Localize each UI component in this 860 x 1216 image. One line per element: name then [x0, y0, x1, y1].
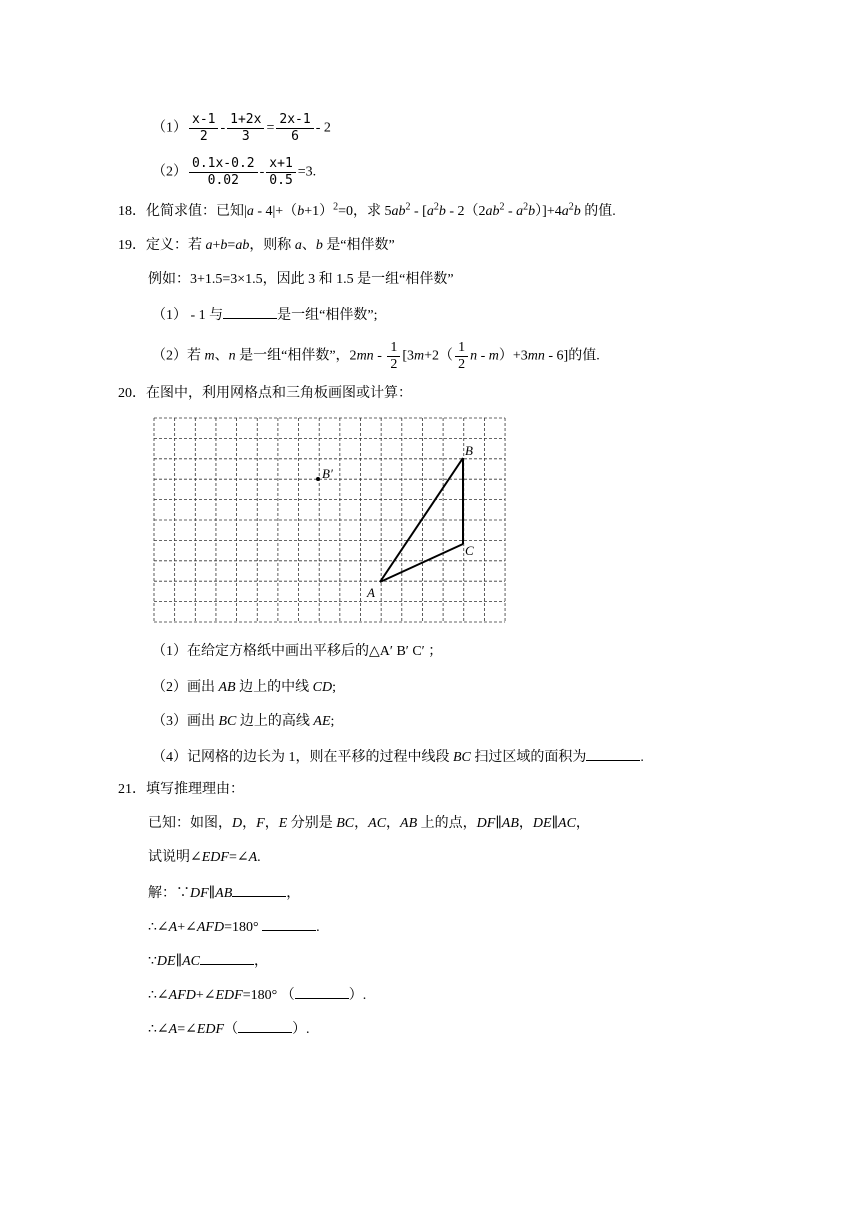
label-b: B	[465, 443, 473, 458]
answer-blank[interactable]	[223, 304, 277, 319]
label-b-prime: B′	[322, 466, 333, 481]
fraction: $\frac{1}{2}$	[455, 340, 468, 373]
q21-title: 21．填写推理理由：	[118, 782, 244, 797]
point-b-prime	[316, 477, 320, 481]
fraction: $\frac{1+2x}{3}$	[227, 112, 264, 145]
answer-blank[interactable]	[295, 984, 349, 999]
q21-to-show: 试说明∠EDF=∠A.	[148, 850, 261, 865]
q17-part1: （1） $\frac{x-1}{2}$ - $\frac{1+2x}{3}$ = $\frac{2x-1}{6}$ - 2	[152, 112, 331, 144]
q19-part2: （2）若 m、n 是一组“相伴数”，2mn - $\frac{1}{2}$ [3m+2（ $\frac{1}{2}$ n - m）+3mn - 6]的值.	[152, 340, 600, 372]
answer-blank[interactable]	[262, 916, 316, 931]
q19-definition: 19．定义：若 a+b=ab，则称 a、b 是“相伴数”	[118, 238, 395, 253]
q20-title: 20．在图中，利用网格点和三角板画图或计算：	[118, 386, 412, 401]
q20-part4: （4）记网格的边长为 1，则在平移的过程中线段 BC 扫过区域的面积为 .	[152, 746, 644, 768]
fraction: $\frac{x-1}{2}$	[189, 112, 218, 145]
fraction: $\frac{1}{2}$	[387, 340, 400, 373]
q20-part2: （2）画出 AB 边上的中线 CD;	[152, 680, 336, 695]
q20-part3: （3）画出 BC 边上的高线 AE;	[152, 714, 335, 729]
grid-figure	[150, 414, 510, 628]
answer-blank[interactable]	[586, 746, 640, 761]
q19-part1: （1） - 1 与 是一组“相伴数”;	[152, 304, 378, 326]
q21-given: 已知：如图，D，F，E 分别是 BC，AC，AB 上的点，DF∥AB，DE∥AC，	[148, 816, 590, 831]
answer-blank[interactable]	[232, 882, 286, 897]
q21-step2: ∴∠A+∠AFD=180° .	[148, 916, 320, 938]
q21-step1: 解：∵DF∥AB ，	[148, 882, 300, 904]
q20-part1: （1）在给定方格纸中画出平移后的△A′ B′ C′ ；	[152, 644, 443, 659]
answer-blank[interactable]	[200, 950, 254, 965]
grid-lines	[154, 418, 505, 622]
q21-step3: ∵DE∥AC ，	[148, 950, 268, 972]
answer-blank[interactable]	[238, 1018, 292, 1033]
fraction: $\frac{x+1}{0.5}$	[266, 156, 295, 189]
fraction: $\frac{2x-1}{6}$	[276, 112, 313, 145]
label-c: C	[465, 543, 474, 558]
label-a: A	[367, 585, 375, 600]
q18: 18．化简求值：已知$|a - 4|+(b+1)^2=0$，求 $5ab^2 - [a^2b - 2(2ab^2 - a^2b)]+4a^2b$ 的值.	[118, 201, 616, 219]
fraction: $\frac{0.1x-0.2}{0.02}$	[189, 156, 258, 189]
q19-example: 例如：3+1.5=3×1.5，因此 3 和 1.5 是一组“相伴数”	[148, 272, 454, 287]
q17-part2: （2） $\frac{0.1x-0.2}{0.02}$ - $\frac{x+1}{0.5}$ =3.	[152, 156, 317, 188]
q21-step4: ∴∠AFD+∠EDF=180° （ ）.	[148, 984, 366, 1006]
q21-step5: ∴∠A=∠EDF（ ）.	[148, 1018, 310, 1040]
